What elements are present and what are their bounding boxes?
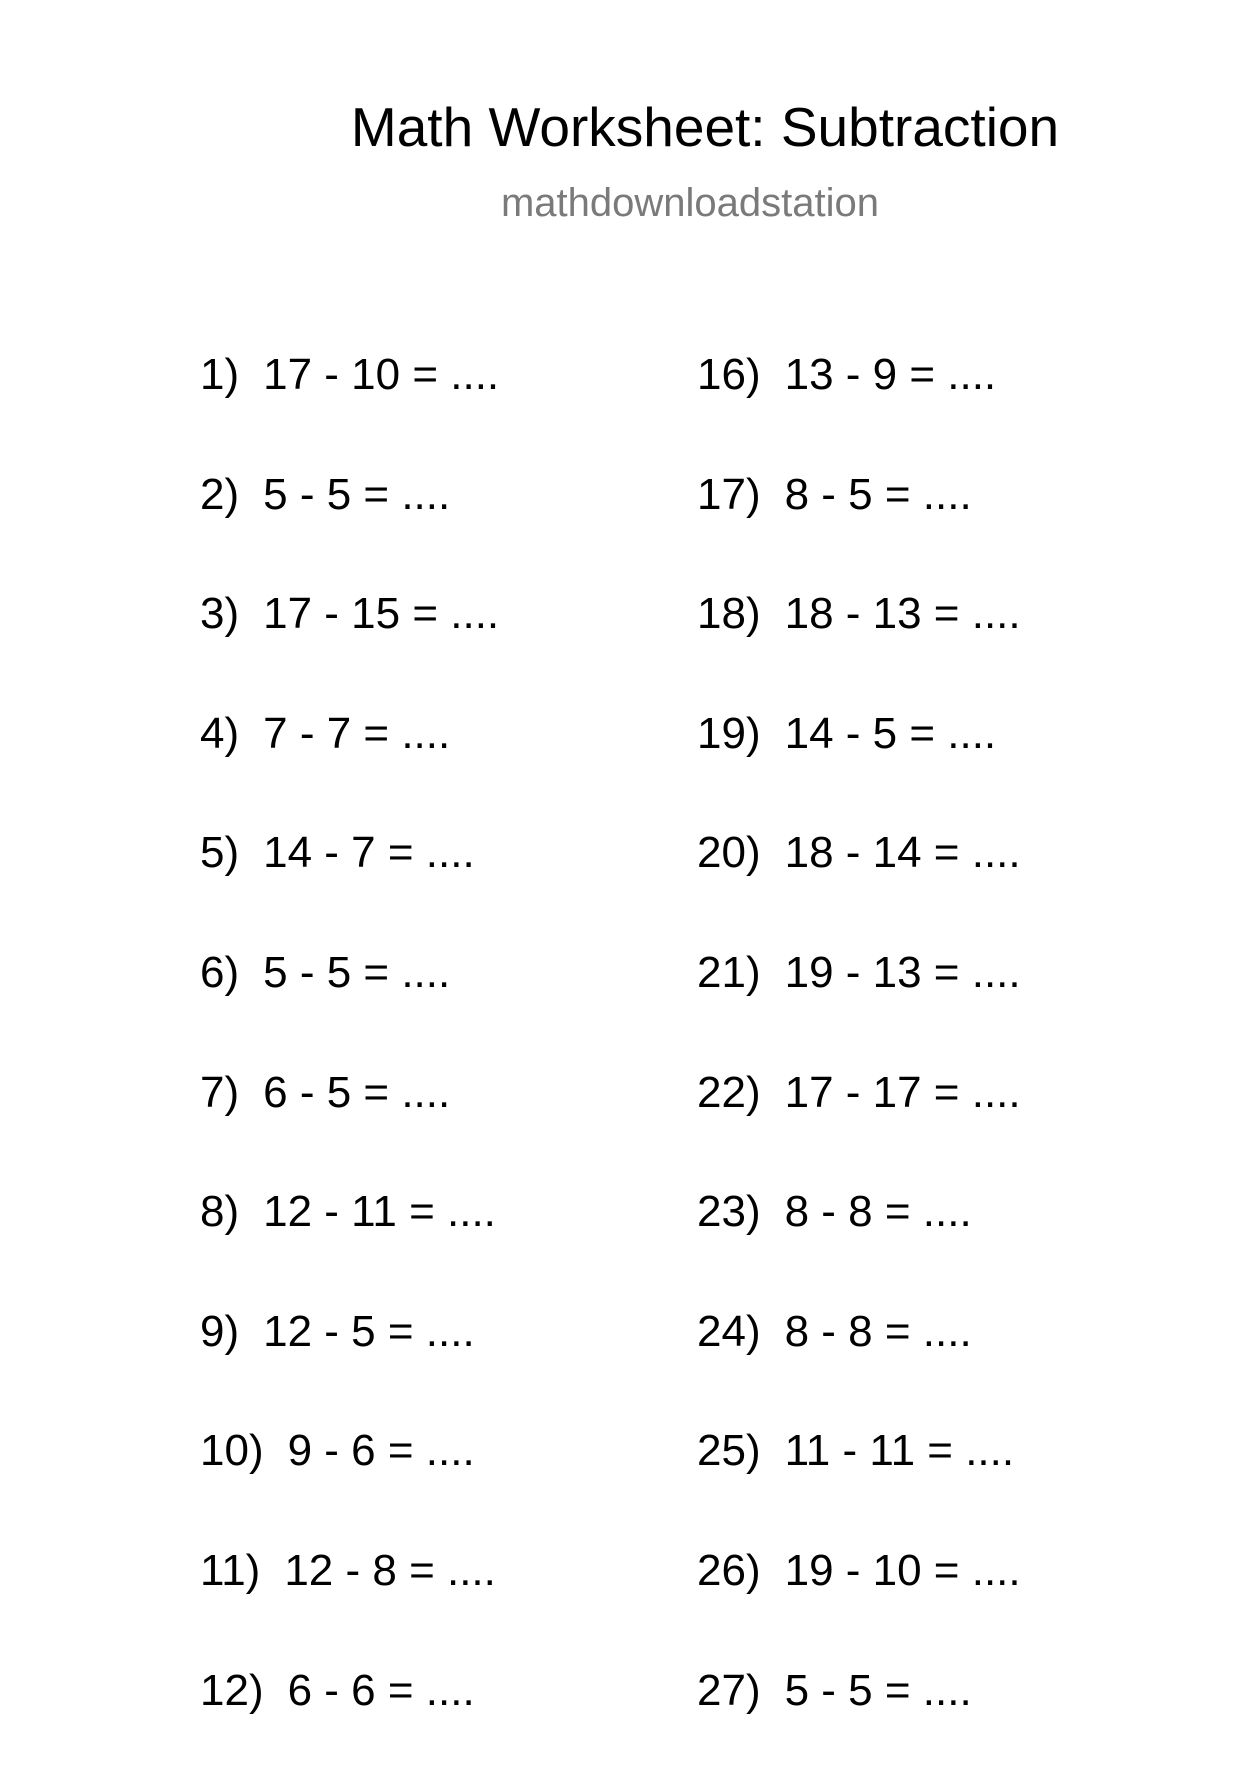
problem-list-left xyxy=(200,350,499,1785)
problem-item xyxy=(200,589,499,709)
problem-expression: 6 - 6 = .... xyxy=(287,1665,475,1715)
problem-expression: 9 - 6 = .... xyxy=(287,1426,475,1476)
problem-expression: 12 - 5 = .... xyxy=(263,1306,475,1356)
problem-expression: 19 - 13 = .... xyxy=(784,947,1021,997)
problem-item xyxy=(697,1426,1021,1546)
problem-expression: 19 - 10 = .... xyxy=(784,1545,1021,1595)
problem-item xyxy=(697,1187,1021,1307)
problem-item xyxy=(697,1546,1021,1666)
page-subtitle: mathdownloadstation xyxy=(500,181,880,225)
problem-number: 9) xyxy=(200,1306,240,1356)
problem-expression: 6 - 5 = .... xyxy=(263,1067,451,1117)
page-title: Math Worksheet: Subtraction xyxy=(350,96,1060,158)
problem-item xyxy=(697,828,1021,948)
problem-number: 24) xyxy=(697,1306,761,1356)
problem-item xyxy=(697,350,1021,470)
problem-item xyxy=(200,1307,499,1427)
problem-number: 18) xyxy=(697,589,761,639)
problem-number: 7) xyxy=(200,1067,240,1117)
problem-expression: 8 - 5 = .... xyxy=(784,469,972,519)
problem-item xyxy=(697,1666,1021,1785)
problem-number: 22) xyxy=(697,1067,761,1117)
problem-item xyxy=(200,1546,499,1666)
problem-item xyxy=(200,709,499,829)
problem-expression: 18 - 14 = .... xyxy=(784,828,1021,878)
problem-number: 21) xyxy=(697,947,761,997)
problem-expression: 5 - 5 = .... xyxy=(263,947,451,997)
problem-expression: 8 - 8 = .... xyxy=(784,1306,972,1356)
problem-number: 4) xyxy=(200,708,240,758)
problem-item xyxy=(200,1187,499,1307)
problem-expression: 11 - 11 = .... xyxy=(784,1426,1015,1476)
problem-number: 5) xyxy=(200,828,240,878)
problem-expression: 18 - 13 = .... xyxy=(784,589,1021,639)
problem-expression: 17 - 10 = .... xyxy=(263,350,500,399)
problem-item xyxy=(697,948,1021,1068)
problem-item xyxy=(200,948,499,1068)
problem-number: 2) xyxy=(200,469,240,519)
problem-item xyxy=(697,589,1021,709)
problem-item xyxy=(697,709,1021,829)
problem-expression: 17 - 15 = .... xyxy=(263,589,500,639)
problem-item xyxy=(200,1666,499,1785)
problem-list-right xyxy=(697,350,1021,1785)
problem-number: 16) xyxy=(697,350,761,399)
problem-number: 12) xyxy=(200,1665,264,1715)
problem-number: 10) xyxy=(200,1426,264,1476)
problem-number: 6) xyxy=(200,947,240,997)
problem-expression: 14 - 5 = .... xyxy=(784,708,997,758)
problem-item xyxy=(200,350,499,470)
problem-number: 11) xyxy=(200,1545,261,1595)
problem-number: 20) xyxy=(697,828,761,878)
problem-expression: 14 - 7 = .... xyxy=(263,828,475,878)
problem-item xyxy=(697,1307,1021,1427)
problem-expression: 5 - 5 = .... xyxy=(784,1665,972,1715)
problem-item xyxy=(200,1426,499,1546)
problem-item xyxy=(200,470,499,590)
problem-number: 8) xyxy=(200,1187,240,1237)
problem-item xyxy=(697,1068,1021,1188)
problem-item xyxy=(697,470,1021,590)
problem-expression: 12 - 8 = .... xyxy=(284,1545,496,1595)
problem-number: 23) xyxy=(697,1187,761,1237)
problem-number: 26) xyxy=(697,1545,761,1595)
problem-expression: 13 - 9 = .... xyxy=(784,350,997,399)
problem-expression: 17 - 17 = .... xyxy=(784,1067,1021,1117)
problem-number: 19) xyxy=(697,708,761,758)
problem-expression: 8 - 8 = .... xyxy=(784,1187,972,1237)
problem-expression: 12 - 11 = .... xyxy=(263,1187,496,1237)
problem-expression: 7 - 7 = .... xyxy=(263,708,451,758)
problem-number: 25) xyxy=(697,1426,761,1476)
problem-expression: 5 - 5 = .... xyxy=(263,469,451,519)
problem-number: 27) xyxy=(697,1665,761,1715)
problem-item xyxy=(200,828,499,948)
problem-number: 3) xyxy=(200,589,240,639)
problem-item xyxy=(200,1068,499,1188)
problem-number: 1) xyxy=(200,350,240,399)
problem-number: 17) xyxy=(697,469,761,519)
